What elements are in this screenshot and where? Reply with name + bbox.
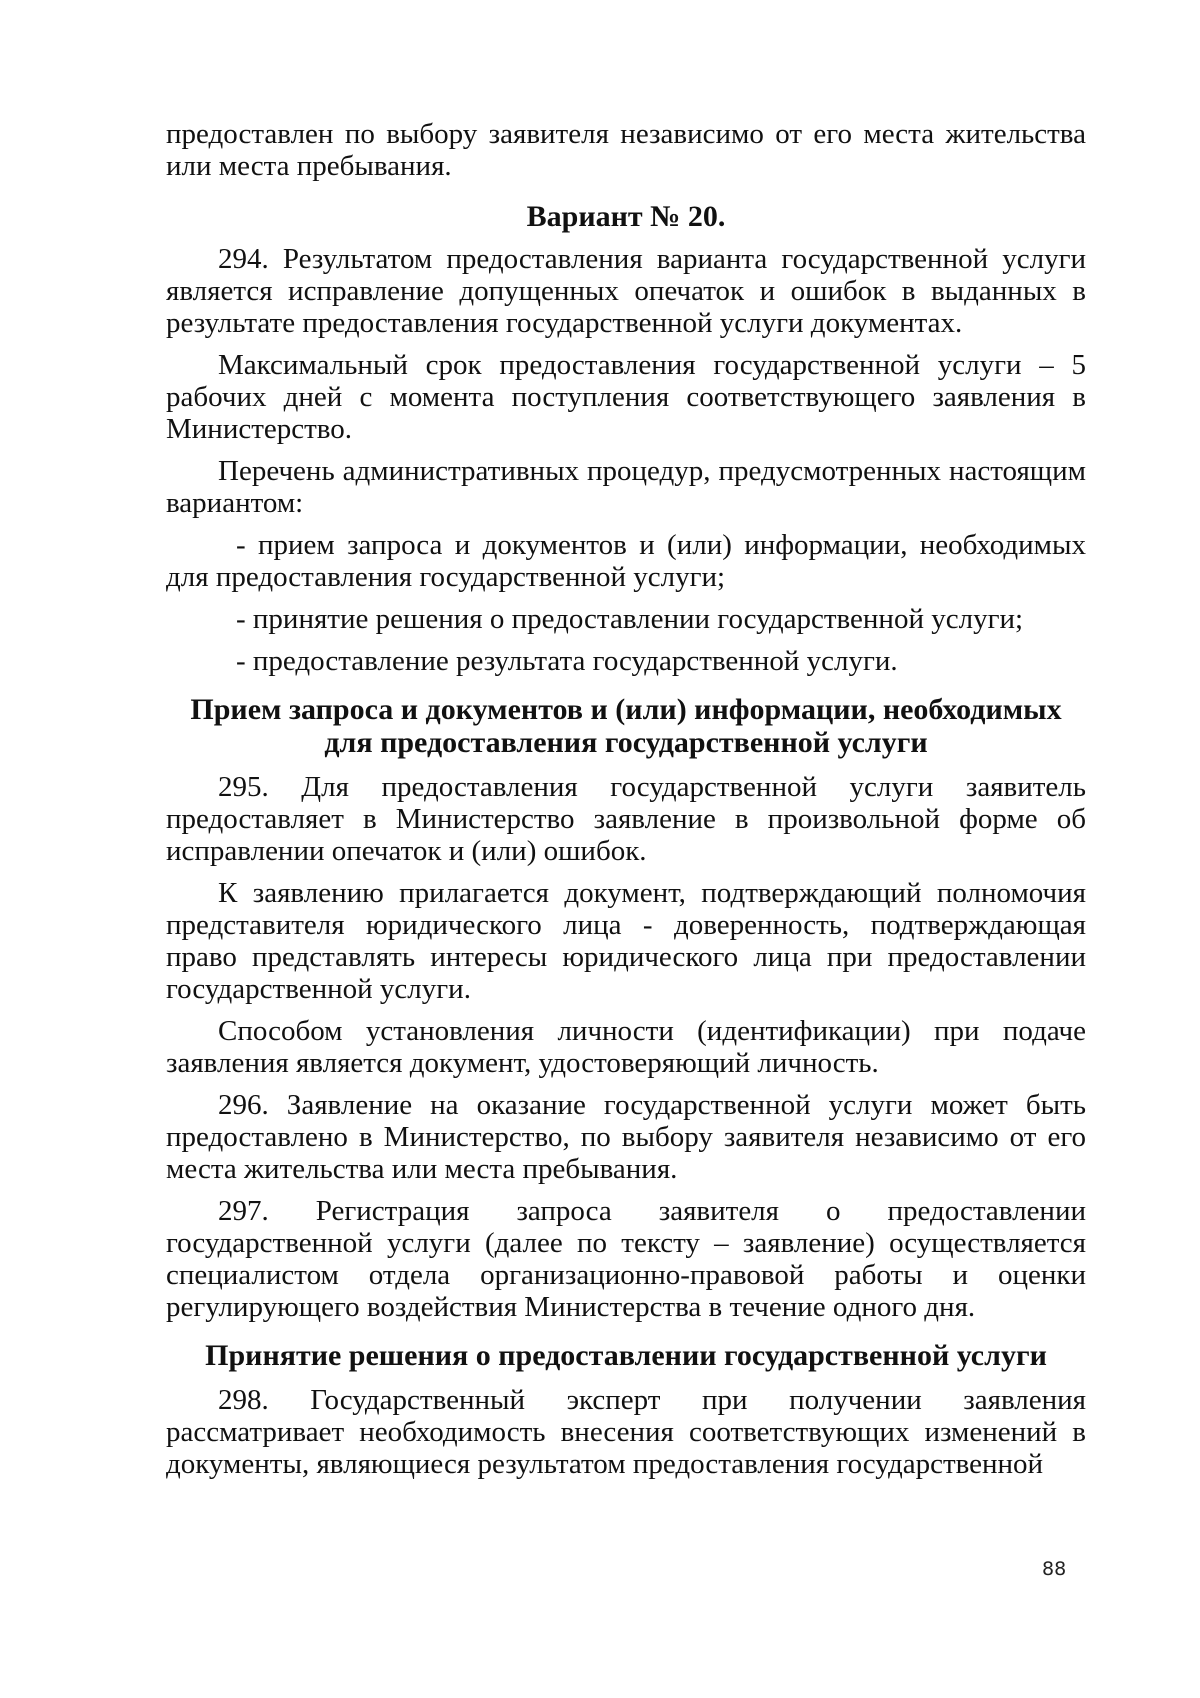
variant-title: Вариант № 20. bbox=[526, 200, 726, 233]
attachment-paragraph: К заявлению прилагается документ, подтверждающий полномочия представителя юридического лица - доверенность, подтверждающая право представлять интересы юридического лица при предоставлении государственной услуги. bbox=[166, 877, 1086, 1005]
paragraph-298: 298. Государственный эксперт при получении заявления рассматривает необходимость внесения соответствующих изменений в документы, являющиеся результатом предоставления государственной bbox=[166, 1384, 1086, 1480]
section-heading-request: Прием запроса и документов и (или) информации, необходимых для предоставления государственной услуги bbox=[190, 693, 1062, 759]
procedure-item: - принятие решения о предоставлении государственной услуги; bbox=[236, 603, 1024, 635]
procedure-item: - прием запроса и документов и (или) информации, необходимых для предоставления государственной услуги; bbox=[166, 529, 1086, 593]
procedures-intro-paragraph: Перечень административных процедур, предусмотренных настоящим вариантом: bbox=[166, 455, 1086, 519]
paragraph-295: 295. Для предоставления государственной услуги заявитель предоставляет в Министерство заявление в произвольной форме об исправлении опечаток и (или) ошибок. bbox=[166, 771, 1086, 867]
continuation-paragraph: предоставлен по выбору заявителя независимо от его места жительства или места пребывания. bbox=[166, 118, 1086, 182]
document-page bbox=[166, 118, 1086, 1490]
procedure-item: - предоставление результата государственной услуги. bbox=[236, 645, 898, 677]
max-term-paragraph: Максимальный срок предоставления государственной услуги – 5 рабочих дней с момента поступления соответствующего заявления в Министерство. bbox=[166, 349, 1086, 445]
identification-paragraph: Способом установления личности (идентификации) при подаче заявления является документ, удостоверяющий личность. bbox=[166, 1015, 1086, 1079]
paragraph-297: 297. Регистрация запроса заявителя о предоставлении государственной услуги (далее по тексту – заявление) осуществляется специалистом отдела организационно-правовой работы и оценки регулирующего воздействия Министерства в течение одного дня. bbox=[166, 1195, 1086, 1323]
paragraph-296: 296. Заявление на оказание государственной услуги может быть предоставлено в Министерство, по выбору заявителя независимо от его места жительства или места пребывания. bbox=[166, 1089, 1086, 1185]
section-heading-decision: Принятие решения о предоставлении государственной услуги bbox=[205, 1339, 1047, 1372]
page-number: 88 bbox=[1042, 1558, 1067, 1580]
paragraph-294: 294. Результатом предоставления варианта государственной услуги является исправление допущенных опечаток и ошибок в выданных в результате предоставления государственной услуги документах. bbox=[166, 243, 1086, 339]
